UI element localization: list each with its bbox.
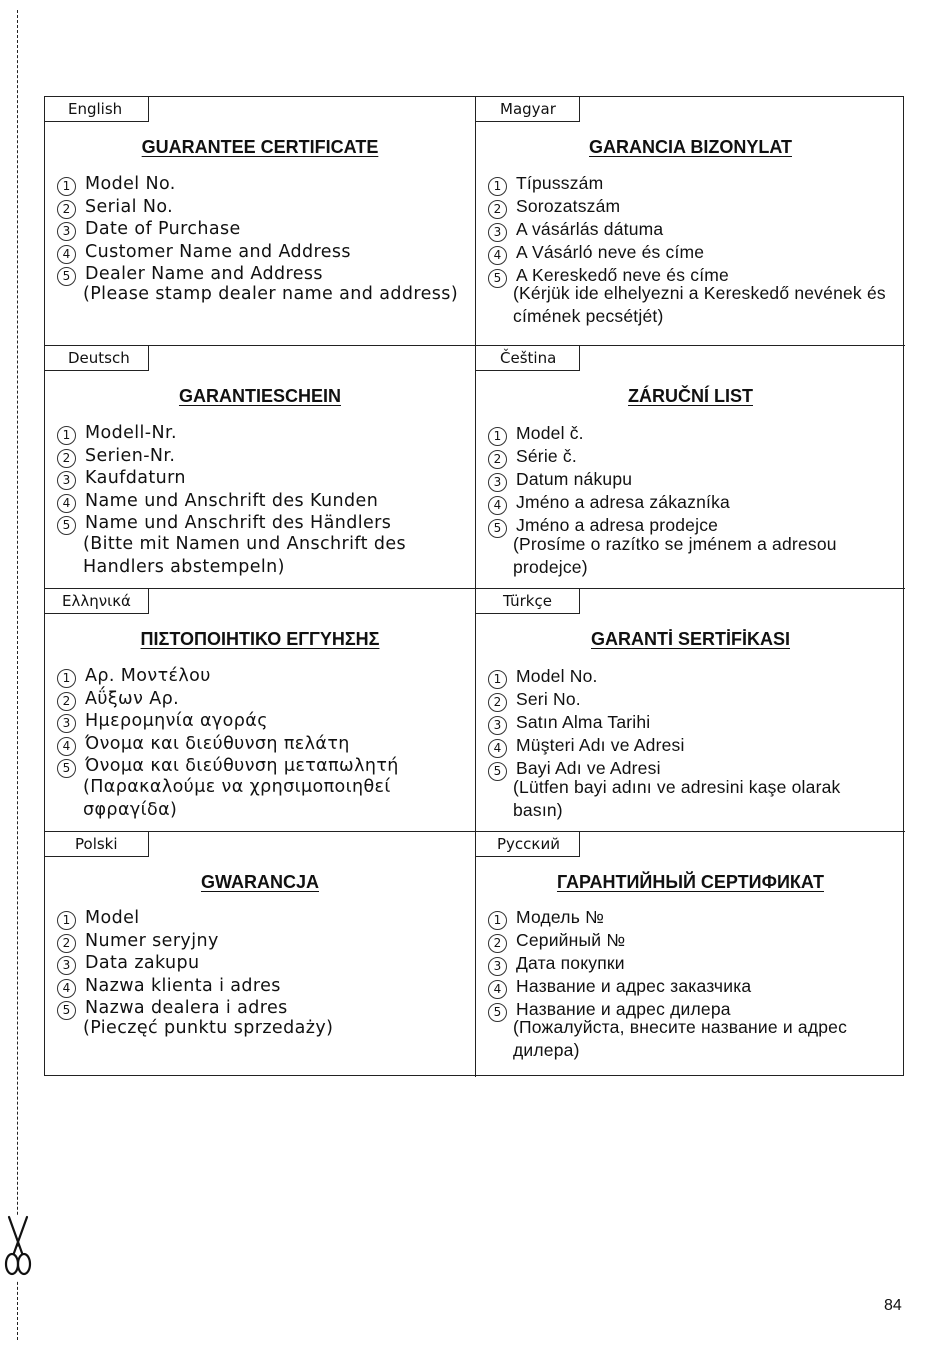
list-item [57, 445, 465, 468]
circled-number: 1 [488, 670, 507, 689]
circled-number: 5 [488, 762, 507, 781]
item-text: Дата покупки [516, 953, 625, 973]
list-item [488, 665, 895, 688]
language-tab: English [45, 97, 149, 122]
language-tab: Čeština [476, 346, 580, 371]
item-text: Ημερομηνία αγοράς [85, 711, 268, 732]
section-note: (Pieczęć punktu sprzedaży) [83, 1018, 334, 1038]
circled-number: 3 [57, 956, 76, 975]
language-tab: Ελληνικά [45, 589, 149, 614]
item-text: Serien-Nr. [85, 445, 176, 466]
list-item [57, 755, 465, 778]
circled-number: 5 [488, 1003, 507, 1022]
item-text: A Vásárló neve és címe [516, 242, 705, 262]
item-text: A vásárlás dátuma [516, 219, 664, 239]
circled-number: 1 [57, 669, 76, 688]
language-tab: Magyar [476, 97, 580, 122]
list-item [488, 491, 895, 514]
page-number: 84 [884, 1297, 902, 1314]
circled-number: 4 [57, 737, 76, 756]
item-text: Название и адрес дилера [516, 999, 731, 1019]
list-item [488, 952, 895, 975]
section-title: ZÁRUČNÍ LIST [628, 386, 753, 406]
item-list [488, 422, 895, 537]
circled-number: 2 [488, 934, 507, 953]
item-text: Όνομα και διεύθυνση πελάτη [85, 733, 350, 754]
circled-number: 5 [488, 519, 507, 538]
circled-number: 1 [57, 177, 76, 196]
list-item [488, 468, 895, 491]
item-text: Típusszám [516, 173, 604, 193]
section-note: (Please stamp dealer name and address) [83, 284, 459, 304]
circled-number: 2 [488, 200, 507, 219]
list-item [57, 467, 465, 490]
item-text: Dealer Name and Address [85, 264, 323, 285]
item-text: Model č. [516, 423, 584, 443]
item-text: A Kereskedő neve és címe [516, 265, 729, 285]
item-text: Название и адрес заказчика [516, 976, 752, 996]
circled-number: 3 [488, 957, 507, 976]
item-list [488, 906, 895, 1021]
item-text: Серийный № [516, 930, 626, 950]
list-item [57, 490, 465, 513]
circled-number: 5 [57, 1001, 76, 1020]
list-item [488, 711, 895, 734]
circled-number: 5 [488, 269, 507, 288]
section-note: (Παρακαλούμε να χρησιμοποιηθεί σφραγίδα) [83, 777, 391, 820]
circled-number: 5 [57, 516, 76, 535]
item-text: Data zakupu [85, 953, 200, 974]
list-item [488, 172, 895, 195]
section-greek [45, 588, 475, 831]
list-item [488, 975, 895, 998]
item-text: Nazwa klienta i adres [85, 975, 281, 996]
item-text: Name und Anschrift des Kunden [85, 490, 379, 511]
list-item [57, 196, 465, 219]
circled-number: 2 [57, 692, 76, 711]
list-item [488, 929, 895, 952]
circled-number: 5 [57, 759, 76, 778]
list-item [57, 733, 465, 756]
section-note: (Lütfen bayi adını ve adresini kaşe olarak basın) [513, 777, 841, 820]
item-text: Bayi Adı ve Adresi [516, 758, 661, 778]
item-text: Jméno a adresa zákazníka [516, 492, 730, 512]
circled-number: 4 [488, 980, 507, 999]
list-item [488, 688, 895, 711]
item-text: Jméno a adresa prodejce [516, 515, 719, 535]
section-title: GUARANTEE CERTIFICATE [141, 137, 379, 157]
guarantee-grid [44, 96, 904, 1076]
language-tab: Türkçe [476, 589, 580, 614]
item-text: Model No. [516, 666, 598, 686]
circled-number: 4 [488, 739, 507, 758]
circled-number: 3 [57, 714, 76, 733]
item-text: Serial No. [85, 196, 174, 217]
list-item [57, 907, 465, 930]
list-item [57, 975, 465, 998]
list-item [57, 710, 465, 733]
circled-number: 2 [57, 934, 76, 953]
circled-number: 4 [488, 246, 507, 265]
section-note: (Kérjük ide elhelyezni a Kereskedő nevének és címének pecsétjét) [513, 283, 886, 326]
list-item [488, 195, 895, 218]
item-list [57, 665, 465, 778]
section-title: ГАРАНТИЙНЫЙ СЕРТИФИКАТ [556, 872, 824, 892]
circled-number: 2 [488, 693, 507, 712]
item-text: Seri No. [516, 689, 581, 709]
list-item [57, 688, 465, 711]
list-item [57, 952, 465, 975]
section-title: GARANTİ SERTİFİKASI [590, 629, 790, 649]
list-item [57, 422, 465, 445]
circled-number: 1 [57, 426, 76, 445]
section-russian [475, 831, 905, 1077]
circled-number: 1 [488, 427, 507, 446]
cut-line [17, 10, 18, 1340]
item-text: Nazwa dealera i adres [85, 998, 288, 1019]
item-text: Name und Anschrift des Händlers [85, 513, 392, 534]
item-list [57, 422, 465, 535]
list-item [488, 445, 895, 468]
item-text: Datum nákupu [516, 469, 633, 489]
circled-number: 1 [488, 177, 507, 196]
circled-number: 3 [488, 223, 507, 242]
list-item [488, 241, 895, 264]
circled-number: 2 [57, 200, 76, 219]
item-text: Müşteri Adı ve Adresi [516, 735, 685, 755]
circled-number: 3 [57, 222, 76, 241]
section-title: GARANTIESCHEIN [178, 386, 341, 406]
section-note: (Bitte mit Namen und Anschrift des Handlers abstempeln) [83, 534, 407, 577]
section-title: ΠΙΣΤΟΠΟΙΗΤΙΚΟ ΕΓΓΥΗΣΗΣ [140, 629, 380, 649]
list-item [57, 173, 465, 196]
language-tab: Polski [45, 832, 149, 857]
circled-number: 1 [488, 911, 507, 930]
list-item [57, 241, 465, 264]
section-polski [45, 831, 475, 1077]
item-text: Sorozatszám [516, 196, 621, 216]
circled-number: 4 [57, 979, 76, 998]
item-text: Satın Alma Tarihi [516, 712, 651, 732]
item-list [57, 173, 465, 286]
item-text: Numer seryjny [85, 930, 219, 951]
circled-number: 5 [57, 267, 76, 286]
item-text: Model No. [85, 174, 176, 194]
item-text: Όνομα και διεύθυνση μεταπωλητή [85, 756, 399, 777]
list-item [57, 665, 465, 688]
circled-number: 4 [57, 245, 76, 264]
circled-number: 4 [488, 496, 507, 515]
section-turkce [475, 588, 905, 831]
item-text: Kaufdaturn [85, 468, 186, 489]
circled-number: 4 [57, 494, 76, 513]
circled-number: 3 [488, 473, 507, 492]
list-item [57, 512, 465, 535]
section-note: (Prosíme o razítko se jménem a adresou prodejce) [513, 534, 837, 577]
item-text: Date of Purchase [85, 219, 241, 240]
section-title: GARANCIA BIZONYLAT [589, 137, 792, 157]
list-item [57, 218, 465, 241]
list-item [488, 218, 895, 241]
list-item [57, 930, 465, 953]
section-title: GWARANCJA [200, 872, 319, 892]
item-text: Модель № [516, 907, 605, 927]
list-item [488, 734, 895, 757]
item-list [488, 172, 895, 287]
language-tab: Deutsch [45, 346, 149, 371]
item-list [57, 907, 465, 1020]
list-item [488, 906, 895, 929]
circled-number: 2 [57, 449, 76, 468]
scissors-icon [3, 1215, 33, 1281]
circled-number: 1 [57, 911, 76, 930]
item-list [488, 665, 895, 780]
circled-number: 2 [488, 450, 507, 469]
section-english [45, 97, 475, 345]
item-text: Série č. [516, 446, 577, 466]
item-text: Customer Name and Address [85, 241, 351, 262]
section-deutsch [45, 345, 475, 588]
circled-number: 3 [57, 471, 76, 490]
list-item [488, 422, 895, 445]
item-text: Αΰξων Αρ. [85, 688, 180, 709]
item-text: Αρ. Μοντέλου [85, 666, 211, 686]
circled-number: 3 [488, 716, 507, 735]
section-note: (Пожалуйста, внесите название и адрес дилера) [513, 1017, 848, 1060]
section-magyar [475, 97, 905, 345]
section-cestina [475, 345, 905, 588]
language-tab: Русский [476, 832, 580, 857]
item-text: Model [85, 908, 140, 928]
item-text: Modell-Nr. [85, 423, 177, 443]
